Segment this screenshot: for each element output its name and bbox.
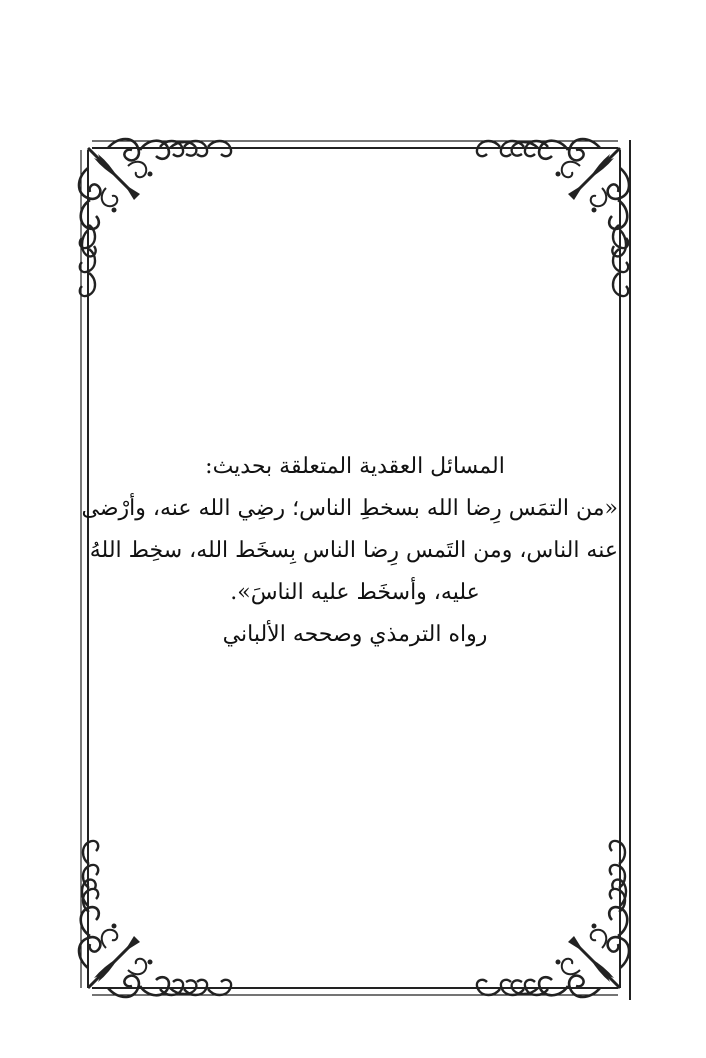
hadith-line-2: عنه الناس، ومن التَمس رِضا الناس بِسخَط الله، سخِط اللهُ xyxy=(89,538,618,563)
hadith-line-1: «من التمَس رِضا الله بسخطِ الناس؛ رضِي الله عنه، وأرْضى xyxy=(81,496,618,521)
hadith-line-3: عليه، وأسخَط عليه الناسَ». xyxy=(230,580,480,605)
hadith-text-block xyxy=(81,446,618,656)
attribution: رواه الترمذي وصححه الألباني xyxy=(222,622,488,647)
heading: المسائل العقدية المتعلقة بحديث: xyxy=(205,454,505,479)
